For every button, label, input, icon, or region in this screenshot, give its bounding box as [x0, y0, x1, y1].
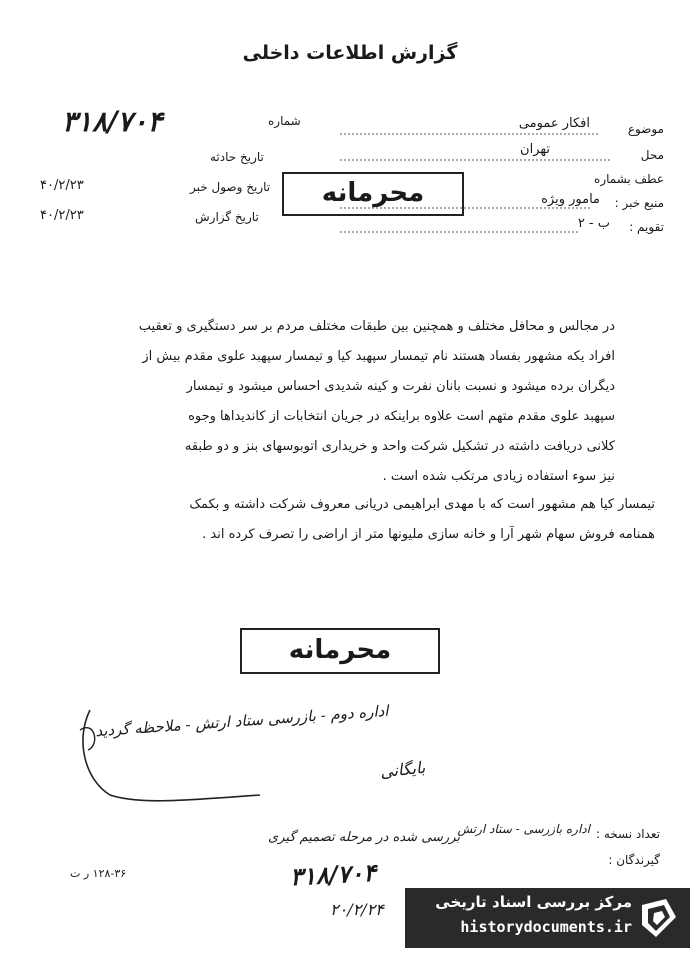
report-title: گزارش اطلاعات داخلی	[242, 42, 458, 64]
report-date-label: تاریخ گزارش	[195, 210, 259, 224]
body-line: تیمسار کیا هم مشهور است که با مهدی ابراهیمی دریانی معروف شرکت داشته و بکمک	[189, 497, 655, 512]
reference-label: عطف بشماره	[594, 172, 664, 186]
body-line: نیز سوء استفاده زیادی مرتکب شده است .	[382, 469, 615, 484]
report-paragraph-1	[55, 312, 615, 492]
body-line: کلانی دریافت داشته در تشکیل شرکت واحد و خریداری اتوبوسهای بنز و دو طبقه	[184, 439, 615, 454]
recipients-label: گیرندگان :	[608, 853, 660, 867]
subject-value: افکار عمومی	[518, 116, 590, 131]
recipients-note: بررسی شده در مرحله تصمیم گیری	[268, 830, 460, 845]
number-scribble: ۳۱۸/۷۰۴	[289, 857, 377, 892]
place-value: تهران	[520, 142, 550, 157]
confidential-stamp-top: محرمانه	[282, 172, 464, 216]
evaluation-value: ب - ۲	[577, 216, 610, 231]
copies-label: تعداد نسخه :	[595, 827, 660, 841]
copies-value: اداره بازرسی - ستاد ارتش	[457, 822, 590, 836]
handwritten-note-2: بایگانی	[379, 757, 427, 782]
handwritten-bracket	[70, 700, 270, 810]
number-label: شماره	[268, 114, 301, 128]
receipt-date-label: تاریخ وصول خبر	[190, 180, 271, 194]
receipt-date-value: ۴۰/۲/۲۳	[40, 178, 84, 193]
report-date-value: ۴۰/۲/۲۳	[40, 208, 84, 223]
place-label: محل	[640, 148, 664, 162]
body-line: افراد یکه مشهور بفساد هستند نام تیمسار سپهبد کیا و تیمسار سپهبد علوی مقدم بیش از	[142, 349, 615, 364]
archive-logo-icon	[636, 895, 682, 941]
subject-label: موضوع	[627, 122, 664, 136]
body-line: در مجالس و محافل مختلف و همچنین بین طبقات مختلف مردم بر سر دستگیری و تعقیب	[138, 319, 615, 334]
watermark-url: historydocuments.ir	[460, 918, 632, 936]
body-line: همنامه فروش سهام شهر آرا و خانه سازی ملیونها متر از اراضی را تصرف کرده اند .	[202, 527, 655, 542]
form-leader-lines	[340, 130, 660, 250]
body-line: سپهبد علوی مقدم متهم است علاوه براینکه در جریان انتخابات از کاندیداها وجوه	[188, 409, 615, 424]
form-code: ۱۲۸-۳۶ ر ت	[70, 867, 127, 880]
body-line: دیگران برده میشود و نسبت بانان نفرت و کینه شدیدی احساس میشود و تیمسار	[186, 379, 615, 394]
incident-date-label: تاریخ حادثه	[210, 150, 264, 164]
number-value: ۳۱۸/۷۰۴	[62, 105, 163, 138]
evaluation-label: تقویم :	[629, 220, 664, 234]
confidential-stamp-middle: محرمانه	[240, 628, 440, 674]
report-paragraph-2	[55, 490, 655, 550]
source-value: مامور ویژه	[541, 192, 600, 207]
handwritten-note-1: اداره دوم - بازرسی ستاد ارتش - ملاحظه گردید	[94, 701, 389, 741]
watermark-org: مرکز بررسی اسناد تاریخی	[435, 893, 632, 911]
source-label: منبع خبر :	[614, 196, 664, 210]
signature-scribble: ۲۰/۲/۲۴	[330, 900, 384, 919]
